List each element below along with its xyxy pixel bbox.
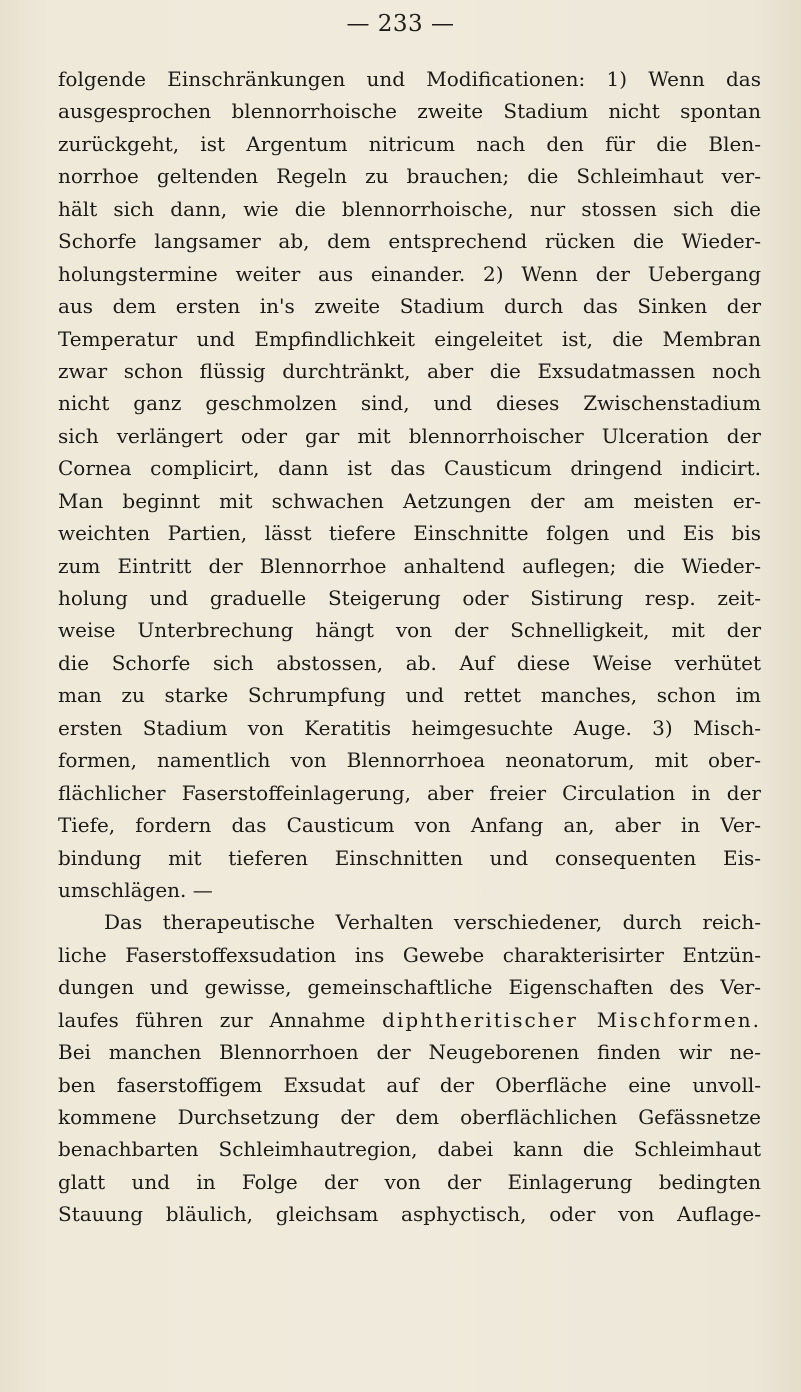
text-line: Tiefe, fordern das Causticum von Anfang an, aber in Ver- bbox=[58, 813, 761, 838]
text-line: umschlägen. — bbox=[58, 877, 213, 902]
text-line-with-emphasis bbox=[58, 1004, 761, 1036]
text-line: zurückgeht, ist Argentum nitricum nach den für die Blen- bbox=[58, 131, 761, 156]
text-line: Stauung bläulich, gleichsam asphyctisch, oder von Auflage- bbox=[58, 1202, 761, 1227]
text-line: Bei manchen Blennorrhoen der Neugeborenen finden wir ne- bbox=[58, 1040, 761, 1065]
text-line: die Schorfe sich abstossen, ab. Auf diese Weise verhütet bbox=[58, 650, 761, 675]
text-line: folgende Einschränkungen und Modificationen: 1) Wenn das bbox=[58, 67, 761, 91]
text-line: weichten Partien, lässt tiefere Einschnitte folgen und Eis bis bbox=[58, 521, 761, 546]
text-line: Man beginnt mit schwachen Aetzungen der am meisten er- bbox=[58, 488, 761, 513]
text-line: nicht ganz geschmolzen sind, und dieses Zwischenstadium bbox=[58, 391, 761, 416]
text-line: zwar schon flüssig durchtränkt, aber die Exsudatmassen noch bbox=[58, 358, 761, 383]
text-line: flächlicher Faserstoffeinlagerung, aber freier Circulation in der bbox=[58, 780, 761, 805]
text-span: laufes führen zur Annahme bbox=[58, 1007, 366, 1032]
text-line: dungen und gewisse, gemeinschaftliche Eigenschaften des Ver- bbox=[58, 975, 761, 1000]
text-line: Schorfe langsamer ab, dem entsprechend rücken die Wieder- bbox=[58, 229, 761, 254]
text-line: bindung mit tieferen Einschnitten und consequenten Eis- bbox=[58, 845, 761, 870]
page-number-header: — 233 — bbox=[346, 11, 455, 37]
text-line: ben faserstoffigem Exsudat auf der Oberfläche eine unvoll- bbox=[58, 1072, 761, 1097]
text-line: sich verlängert oder gar mit blennorrhoischer Ulceration der bbox=[58, 423, 761, 448]
paragraph-start-line: Das therapeutische Verhalten verschiedener, durch reich- bbox=[104, 910, 761, 935]
text-line: weise Unterbrechung hängt von der Schnelligkeit, mit der bbox=[58, 618, 761, 643]
text-line: zum Eintritt der Blennorrhoe anhaltend auflegen; die Wieder- bbox=[58, 553, 761, 578]
text-line: ersten Stadium von Keratitis heimgesuchte Auge. 3) Misch- bbox=[58, 715, 761, 740]
body-text bbox=[58, 63, 761, 1231]
text-line: ausgesprochen blennorrhoische zweite Stadium nicht spontan bbox=[58, 99, 761, 124]
text-line: Cornea complicirt, dann ist das Causticum dringend indicirt. bbox=[58, 456, 761, 481]
text-line: glatt und in Folge der von der Einlagerung bedingten bbox=[58, 1169, 761, 1194]
text-line: hält sich dann, wie die blennorrhoische, nur stossen sich die bbox=[58, 196, 761, 221]
text-line: aus dem ersten in's zweite Stadium durch das Sinken der bbox=[58, 294, 761, 319]
text-line: norrhoe geltenden Regeln zu brauchen; die Schleimhaut ver- bbox=[58, 164, 761, 189]
text-line: Temperatur und Empfindlichkeit eingeleitet ist, die Membran bbox=[58, 326, 761, 351]
text-line: kommene Durchsetzung der dem oberflächlichen Gefässnetze bbox=[58, 1105, 761, 1129]
text-line: benachbarten Schleimhautregion, dabei kann die Schleimhaut bbox=[58, 1137, 761, 1162]
text-line: liche Faserstoffexsudation ins Gewebe charakterisirter Entzün- bbox=[58, 942, 761, 967]
text-line: man zu starke Schrumpfung und rettet manches, schon im bbox=[58, 683, 761, 708]
text-line: holungstermine weiter aus einander. 2) Wenn der Uebergang bbox=[58, 261, 761, 286]
text-line: holung und graduelle Steigerung oder Sistirung resp. zeit- bbox=[58, 586, 761, 610]
text-line: formen, namentlich von Blennorrhoea neonatorum, mit ober- bbox=[58, 748, 761, 773]
emphasized-term: diphtheritischer Mischformen. bbox=[382, 1007, 762, 1032]
